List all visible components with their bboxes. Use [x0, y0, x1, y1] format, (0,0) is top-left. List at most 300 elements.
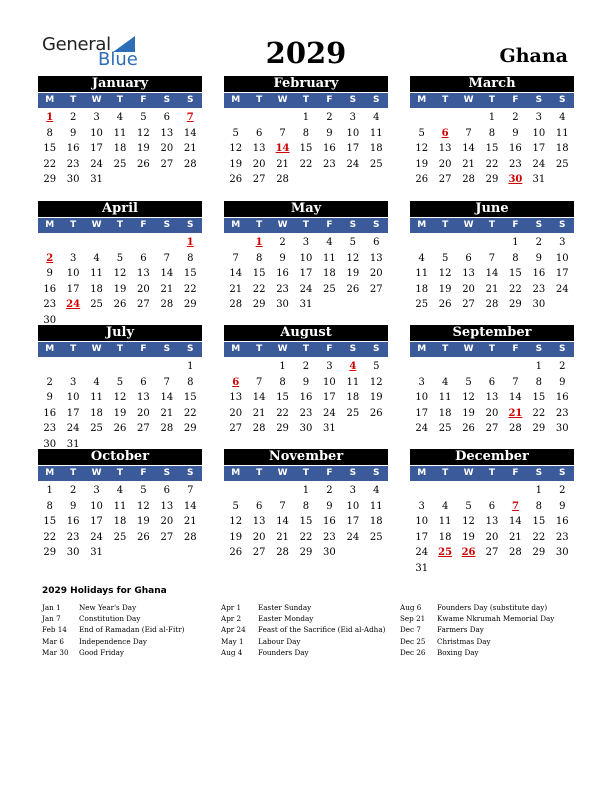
day-cell: 6 [255, 127, 263, 139]
empty-cell [155, 235, 178, 251]
day-cell: 14 [252, 392, 266, 403]
day-cell: 30 [276, 299, 289, 310]
day-cell: 1 [46, 485, 53, 496]
day-cell: 9 [69, 127, 77, 139]
day-cell: 4 [93, 376, 100, 388]
weekday-label: F [512, 220, 519, 230]
day-cell: 10 [555, 252, 569, 264]
day-cell: 24 [346, 531, 360, 543]
holiday-name: Constitution Day [79, 614, 141, 624]
day-cell: 28 [229, 299, 243, 310]
day-cell: 1 [488, 112, 496, 123]
day-cell: 5 [232, 500, 239, 512]
day-cell: 30 [43, 438, 57, 450]
day-cell: 22 [43, 531, 57, 543]
holiday-date: Aug 6 [400, 603, 422, 612]
day-cell: 11 [113, 500, 127, 512]
holiday-column [400, 602, 580, 658]
month-title: October [38, 449, 202, 465]
day-cell: 20 [160, 143, 174, 154]
weekday-label: S [373, 344, 380, 354]
day-cell: 27 [137, 299, 150, 310]
day-cell: 9 [69, 500, 77, 512]
empty-cell [132, 235, 155, 251]
day-cell: 26 [229, 174, 243, 185]
day-cell: 14 [485, 268, 499, 279]
day-cell: 12 [415, 143, 429, 154]
empty-cell [410, 359, 433, 375]
holiday-row [400, 636, 580, 647]
day-cell: 10 [299, 252, 313, 264]
day-cell: 8 [187, 376, 194, 388]
weekday-label: T [442, 468, 449, 478]
day-cell: 5 [465, 500, 472, 512]
day-cell: 6 [255, 500, 263, 512]
holiday-row [42, 624, 222, 635]
day-cell: 7 [163, 252, 171, 264]
weekday-label: S [559, 95, 566, 105]
day-cell: 21 [509, 531, 522, 543]
day-cell: 7 [279, 500, 286, 512]
day-cell: 23 [323, 531, 336, 543]
day-cell: 5 [116, 252, 124, 264]
month-title: April [38, 201, 202, 217]
day-cell: 10 [90, 500, 103, 512]
month-september [410, 325, 574, 437]
day-cell: 8 [46, 127, 53, 139]
weekday-label: S [187, 95, 194, 105]
day-cell: 11 [369, 500, 383, 512]
day-cell: 26 [137, 531, 150, 543]
day-cell: 31 [323, 423, 336, 434]
day-cell: 14 [160, 268, 174, 279]
empty-cell [61, 235, 84, 251]
empty-cell [410, 110, 433, 126]
day-cell: 11 [438, 516, 452, 527]
weekday-header [410, 93, 574, 108]
day-cell: 9 [326, 500, 333, 512]
holiday-column [221, 602, 401, 658]
weekday-header [38, 218, 202, 233]
day-grid [38, 235, 202, 328]
holiday-row [42, 613, 222, 624]
empty-cell [457, 483, 480, 499]
weekday-label: T [302, 220, 310, 230]
day-cell: 29 [532, 547, 546, 558]
day-cell: 28 [160, 299, 174, 310]
holiday-name: Easter Monday [258, 614, 314, 624]
weekday-label: S [187, 344, 194, 354]
day-grid [410, 483, 574, 576]
weekday-label: M [45, 220, 55, 230]
day-cell: 14 [160, 392, 174, 403]
empty-cell [410, 235, 433, 251]
weekday-label: S [349, 344, 357, 354]
day-cell: 12 [113, 268, 127, 279]
holiday-day: 6 [232, 376, 240, 388]
empty-cell [38, 235, 61, 251]
month-january [38, 76, 202, 188]
day-cell: 19 [113, 407, 127, 419]
day-cell: 8 [46, 500, 53, 512]
day-cell: 15 [183, 268, 197, 279]
weekday-label: S [373, 95, 380, 105]
day-cell: 27 [160, 158, 174, 170]
day-cell: 12 [113, 392, 127, 403]
day-cell: 13 [229, 392, 243, 403]
holiday-row [400, 602, 580, 613]
day-cell: 16 [323, 516, 336, 527]
day-cell: 9 [279, 252, 286, 264]
day-cell: 13 [137, 392, 150, 403]
day-cell: 9 [326, 127, 333, 139]
day-cell: 14 [509, 392, 522, 403]
day-cell: 3 [418, 376, 425, 388]
day-cell: 13 [485, 392, 499, 403]
day-cell: 10 [323, 376, 336, 388]
weekday-label: W [277, 468, 288, 478]
weekday-label: M [231, 468, 241, 478]
day-cell: 18 [438, 407, 452, 419]
weekday-label: T [442, 344, 449, 354]
day-cell: 3 [326, 361, 333, 372]
day-cell: 12 [369, 376, 383, 388]
holiday-date: Dec 7 [400, 625, 421, 635]
holiday-date: Sep 21 [400, 614, 426, 624]
day-cell: 15 [43, 143, 57, 154]
day-cell: 5 [232, 127, 239, 139]
day-cell: 11 [369, 127, 383, 139]
weekday-label: M [417, 344, 427, 354]
weekday-label: T [488, 344, 496, 354]
holiday-name: Farmers Day [437, 625, 484, 635]
day-cell: 13 [369, 252, 383, 264]
weekday-label: T [70, 468, 77, 478]
empty-cell [61, 359, 84, 375]
empty-cell [271, 483, 294, 499]
day-cell: 21 [160, 283, 174, 295]
day-cell: 23 [532, 283, 546, 295]
day-cell: 11 [323, 252, 336, 264]
day-cell: 22 [299, 158, 313, 170]
day-cell: 11 [346, 376, 360, 388]
day-cell: 7 [488, 252, 496, 264]
holiday-row [42, 647, 222, 658]
holiday-name: End of Ramadan (Eid al-Fitr) [79, 625, 185, 635]
weekday-label: S [373, 220, 380, 230]
day-cell: 11 [415, 268, 429, 279]
month-august [224, 325, 388, 437]
weekday-label: S [163, 344, 171, 354]
day-cell: 26 [229, 547, 243, 558]
weekday-label: F [140, 344, 147, 354]
weekday-label: T [116, 468, 124, 478]
day-cell: 8 [488, 127, 496, 139]
day-cell: 16 [555, 392, 569, 403]
day-cell: 3 [349, 485, 357, 496]
country-label: Ghana [499, 45, 568, 67]
day-grid [38, 483, 202, 561]
weekday-label: T [256, 95, 263, 105]
holiday-date: Jan 1 [42, 603, 61, 612]
empty-cell [85, 235, 108, 251]
day-cell: 19 [229, 531, 243, 543]
day-cell: 12 [346, 252, 360, 264]
day-cell: 13 [160, 500, 174, 512]
empty-cell [504, 483, 527, 499]
day-cell: 2 [535, 237, 543, 248]
day-cell: 23 [555, 407, 569, 419]
holiday-date: Dec 25 [400, 636, 426, 646]
day-cell: 18 [90, 283, 103, 295]
empty-cell [224, 483, 247, 499]
day-cell: 15 [252, 268, 266, 279]
holidays-title: 2029 Holidays for Ghana [42, 586, 167, 596]
day-cell: 16 [43, 407, 57, 419]
day-cell: 7 [187, 485, 194, 496]
empty-cell [457, 359, 480, 375]
day-cell: 30 [43, 314, 57, 326]
day-cell: 25 [369, 158, 383, 170]
day-cell: 30 [555, 423, 569, 434]
day-cell: 5 [373, 361, 380, 372]
month-october [38, 449, 202, 561]
holiday-day: 30 [508, 174, 523, 185]
day-cell: 25 [415, 299, 429, 310]
weekday-label: T [70, 95, 77, 105]
holiday-day: 6 [441, 127, 449, 139]
weekday-label: M [45, 95, 55, 105]
holiday-row [400, 647, 580, 658]
day-cell: 6 [140, 252, 147, 264]
weekday-label: S [559, 468, 566, 478]
day-cell: 29 [509, 299, 522, 310]
day-cell: 5 [116, 376, 124, 388]
weekday-label: T [302, 468, 310, 478]
day-cell: 15 [276, 392, 289, 403]
day-cell: 30 [66, 174, 80, 185]
day-cell: 6 [373, 237, 380, 248]
month-february [224, 76, 388, 188]
day-cell: 14 [276, 516, 289, 527]
holiday-date: Apr 2 [221, 614, 242, 624]
holiday-day: 21 [508, 407, 523, 419]
day-cell: 6 [163, 112, 171, 123]
month-may [224, 201, 388, 313]
logo-text-general: General [42, 34, 111, 55]
day-cell: 17 [415, 531, 429, 543]
month-title: December [410, 449, 574, 465]
day-cell: 1 [302, 485, 310, 496]
weekday-label: F [140, 468, 147, 478]
day-cell: 9 [559, 376, 566, 388]
day-cell: 15 [299, 143, 313, 154]
holiday-name: Founders Day [258, 647, 309, 657]
day-cell: 15 [532, 516, 546, 527]
day-cell: 17 [66, 407, 80, 419]
day-cell: 2 [302, 361, 310, 372]
day-cell: 10 [66, 392, 80, 403]
holiday-day: 2 [46, 252, 54, 264]
day-cell: 1 [535, 361, 543, 372]
day-cell: 24 [532, 158, 546, 170]
day-cell: 29 [485, 174, 499, 185]
day-cell: 12 [229, 516, 243, 527]
day-cell: 19 [462, 531, 475, 543]
holiday-row [221, 624, 401, 635]
day-cell: 24 [90, 158, 103, 170]
day-cell: 22 [43, 158, 57, 170]
day-cell: 8 [302, 500, 310, 512]
day-cell: 26 [346, 283, 360, 295]
day-cell: 19 [137, 516, 150, 527]
day-cell: 5 [441, 252, 449, 264]
day-cell: 3 [559, 237, 566, 248]
weekday-label: M [417, 220, 427, 230]
day-cell: 15 [183, 392, 197, 403]
day-cell: 27 [438, 174, 452, 185]
weekday-label: T [256, 468, 263, 478]
month-title: August [224, 325, 388, 341]
day-cell: 19 [438, 283, 452, 295]
day-cell: 1 [279, 361, 286, 372]
day-cell: 12 [229, 143, 243, 154]
day-cell: 12 [137, 500, 150, 512]
month-title: February [224, 76, 388, 92]
day-cell: 30 [532, 299, 546, 310]
month-title: September [410, 325, 574, 341]
holiday-day: 4 [349, 361, 357, 372]
day-cell: 19 [462, 407, 475, 419]
day-cell: 17 [415, 407, 429, 419]
day-cell: 22 [532, 407, 546, 419]
day-cell: 20 [462, 283, 475, 295]
day-cell: 25 [438, 423, 452, 434]
day-cell: 17 [66, 283, 80, 295]
day-cell: 29 [43, 547, 57, 558]
holiday-day: 7 [186, 112, 194, 123]
month-november [224, 449, 388, 561]
weekday-label: S [535, 220, 543, 230]
weekday-label: S [559, 220, 566, 230]
day-cell: 8 [187, 252, 194, 264]
day-cell: 2 [512, 112, 519, 123]
day-cell: 23 [43, 423, 57, 434]
holiday-row [400, 613, 580, 624]
month-december [410, 449, 574, 576]
holiday-name: Easter Sunday [258, 603, 312, 612]
weekday-label: S [535, 95, 543, 105]
weekday-label: S [373, 468, 380, 478]
day-cell: 2 [559, 485, 566, 496]
day-cell: 26 [369, 407, 383, 419]
day-cell: 28 [183, 531, 197, 543]
day-cell: 14 [509, 516, 522, 527]
day-cell: 21 [276, 531, 289, 543]
day-cell: 7 [255, 376, 263, 388]
day-cell: 11 [555, 127, 569, 139]
day-cell: 3 [93, 112, 100, 123]
day-cell: 15 [509, 268, 522, 279]
day-cell: 21 [462, 158, 475, 170]
day-cell: 28 [509, 547, 522, 558]
month-march [410, 76, 574, 188]
day-cell: 27 [462, 299, 475, 310]
day-cell: 24 [346, 158, 360, 170]
weekday-label: S [535, 468, 543, 478]
day-cell: 25 [90, 423, 103, 434]
weekday-label: T [488, 220, 496, 230]
weekday-label: T [488, 95, 496, 105]
weekday-label: T [488, 468, 496, 478]
day-cell: 15 [299, 516, 313, 527]
day-cell: 1 [535, 485, 543, 496]
holiday-date: Mar 6 [42, 636, 64, 646]
weekday-label: M [45, 344, 55, 354]
day-cell: 21 [276, 158, 289, 170]
weekday-label: S [187, 468, 194, 478]
day-cell: 16 [323, 143, 336, 154]
day-cell: 17 [90, 143, 103, 154]
holiday-row [42, 636, 222, 647]
day-cell: 17 [323, 392, 336, 403]
weekday-header [224, 342, 388, 357]
day-grid [38, 359, 202, 452]
empty-cell [433, 483, 456, 499]
day-cell: 31 [90, 547, 103, 558]
empty-cell [108, 235, 131, 251]
day-cell: 30 [66, 547, 80, 558]
month-april [38, 201, 202, 328]
day-cell: 22 [183, 407, 197, 419]
day-cell: 14 [183, 500, 197, 512]
month-title: July [38, 325, 202, 341]
day-cell: 12 [137, 127, 150, 139]
day-cell: 28 [252, 423, 266, 434]
day-cell: 22 [276, 407, 289, 419]
holiday-name: Kwame Nkrumah Memorial Day [437, 614, 555, 624]
holiday-date: Apr 24 [221, 625, 246, 635]
day-cell: 24 [90, 531, 103, 543]
day-cell: 8 [535, 376, 543, 388]
weekday-label: F [326, 95, 333, 105]
day-cell: 7 [279, 127, 286, 139]
weekday-label: M [231, 95, 241, 105]
day-cell: 3 [69, 252, 77, 264]
day-cell: 3 [302, 237, 310, 248]
day-cell: 18 [369, 516, 383, 527]
day-cell: 25 [113, 158, 127, 170]
day-cell: 27 [137, 423, 150, 434]
weekday-label: S [559, 344, 566, 354]
day-cell: 13 [252, 516, 266, 527]
day-cell: 2 [559, 361, 566, 372]
weekday-label: W [277, 220, 288, 230]
day-cell: 31 [90, 174, 103, 185]
day-cell: 19 [415, 158, 429, 170]
day-grid [224, 110, 388, 188]
weekday-label: T [256, 344, 263, 354]
day-cell: 10 [66, 268, 80, 279]
day-cell: 20 [160, 516, 174, 527]
weekday-label: F [140, 220, 147, 230]
empty-cell [433, 110, 456, 126]
day-cell: 7 [232, 252, 239, 264]
day-cell: 20 [137, 283, 150, 295]
weekday-label: W [463, 95, 474, 105]
day-cell: 2 [69, 112, 77, 123]
day-cell: 9 [302, 376, 310, 388]
